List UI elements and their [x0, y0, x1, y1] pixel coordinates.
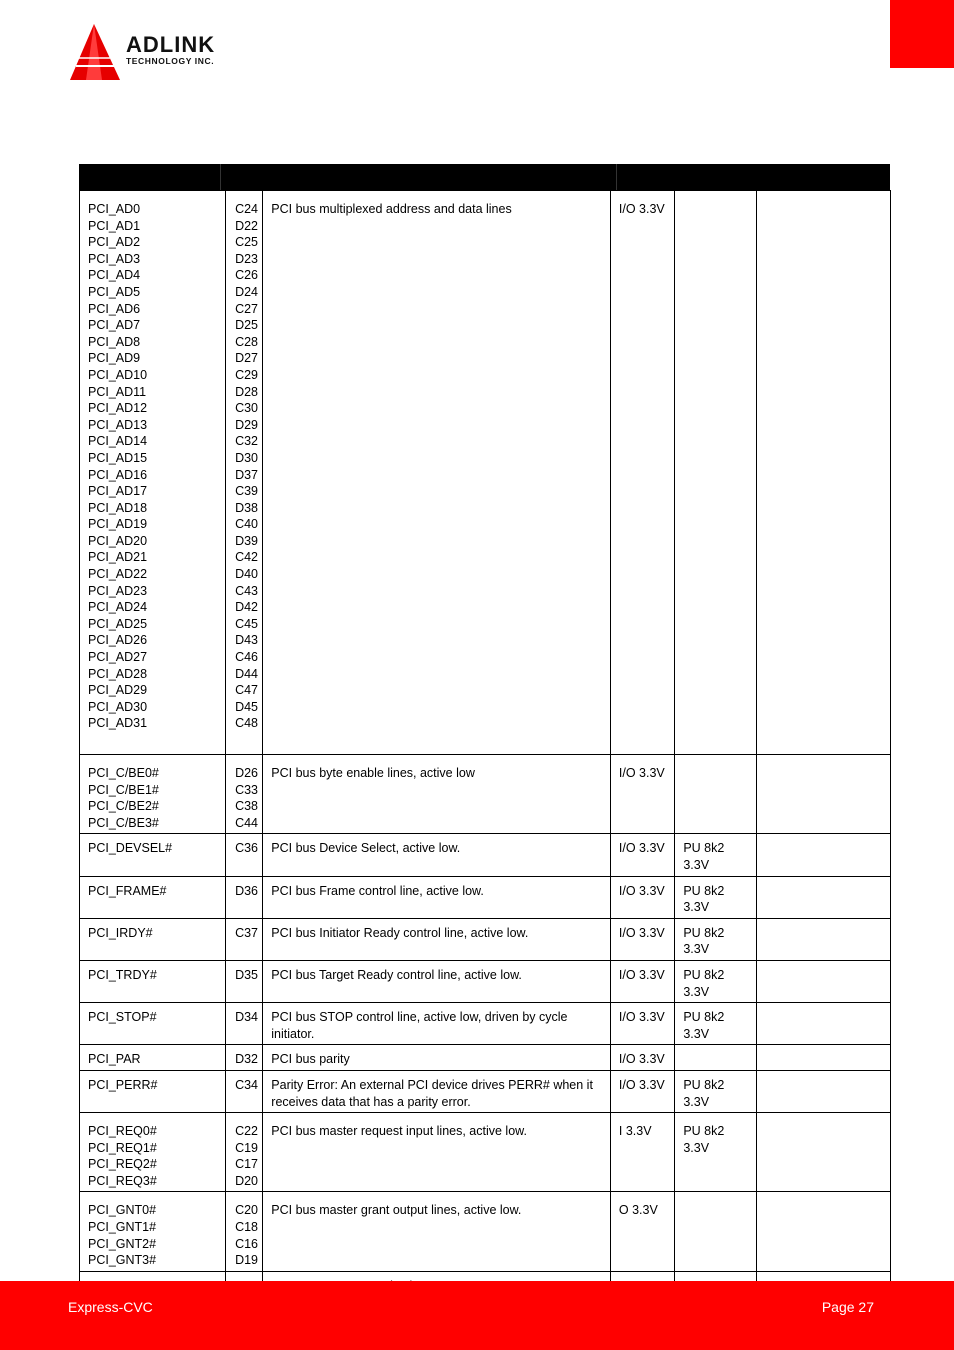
signal-name-cell-line: PCI_TRDY#: [88, 967, 157, 982]
signal-name-cell-line: PCI_GNT3#: [88, 1253, 157, 1268]
pin-number-cell-line: C26: [235, 268, 259, 283]
signal-name-cell: [80, 960, 226, 1002]
pin-number-cell-line: C17: [235, 1157, 259, 1172]
description-cell: PCI bus master grant output lines, active low.: [263, 1192, 611, 1271]
description-cell: PCI bus master request input lines, active low.: [263, 1113, 611, 1192]
signal-name-cell-line: PCI_AD26: [88, 633, 148, 648]
comment-cell: [756, 918, 890, 960]
pin-number-cell-line: C40: [235, 517, 259, 532]
pin-number-cell-line: C32: [235, 434, 259, 449]
signal-name-cell-line: PCI_REQ3#: [88, 1173, 157, 1188]
comment-cell: [756, 1113, 890, 1192]
table-row: [80, 1045, 891, 1071]
table-row: [80, 1113, 891, 1192]
pin-number-cell: [226, 1070, 263, 1112]
pin-number-cell-line: D20: [235, 1173, 259, 1188]
pin-number-cell-line: D35: [235, 967, 259, 982]
description-cell: PCI bus Frame control line, active low.: [263, 876, 611, 918]
pin-number-cell-line: C45: [235, 616, 259, 631]
pull-up-cell: PU 8k2 3.3V: [675, 1113, 757, 1192]
pin-number-cell-line: C25: [235, 235, 259, 250]
table-row: [80, 960, 891, 1002]
signal-name-cell-line: PCI_AD16: [88, 467, 148, 482]
pin-number-cell-line: C30: [235, 401, 259, 416]
header-cell: [221, 164, 617, 190]
pin-number-cell-line: C47: [235, 683, 259, 698]
signal-name-cell-line: PCI_AD31: [88, 716, 148, 731]
pin-number-cell-line: D28: [235, 384, 259, 399]
comment-cell: [756, 960, 890, 1002]
pin-number-cell-line: C24: [235, 202, 259, 216]
signal-name-cell-line: PCI_AD4: [88, 268, 141, 283]
signal-name-cell: [80, 1045, 226, 1071]
signal-name-cell-line: PCI_C/BE2#: [88, 799, 159, 814]
description-cell: PCI bus byte enable lines, active low: [263, 755, 611, 834]
pin-number-cell-line: D24: [235, 284, 259, 299]
signal-name-cell-line: PCI_AD14: [88, 434, 148, 449]
pin-number-cell-line: C18: [235, 1220, 259, 1235]
signal-name-cell-line: PCI_REQ2#: [88, 1157, 157, 1172]
signal-name-cell-line: PCI_PERR#: [88, 1077, 158, 1092]
signal-name-cell-line: PCI_GNT2#: [88, 1236, 157, 1251]
footer-page-number: Page 27: [821, 1299, 874, 1315]
pin-number-cell-line: C16: [235, 1236, 259, 1251]
io-type-cell: I/O 3.3V: [610, 960, 674, 1002]
signal-name-cell-line: PCI_AD30: [88, 699, 148, 714]
pull-up-cell: PU 8k2 3.3V: [675, 960, 757, 1002]
pin-number-cell: [226, 191, 263, 755]
signal-name-cell: [80, 876, 226, 918]
pin-number-cell-line: D43: [235, 633, 259, 648]
pin-number-cell-line: C29: [235, 367, 259, 382]
adlink-logo: [66, 22, 256, 82]
pin-number-cell-line: C36: [235, 841, 259, 856]
description-cell: PCI bus STOP control line, active low, driven by cycle initiator.: [263, 1003, 611, 1045]
signal-name-cell-line: PCI_REQ0#: [88, 1124, 157, 1139]
description-cell: PCI bus Device Select, active low.: [263, 834, 611, 876]
pin-number-cell-line: C28: [235, 334, 259, 349]
pin-number-cell-line: D30: [235, 450, 259, 465]
pin-number-cell-line: D36: [235, 883, 259, 898]
pull-up-cell: PU 8k2 3.3V: [675, 918, 757, 960]
comment-cell: [756, 1192, 890, 1271]
description-cell: PCI bus multiplexed address and data lines: [263, 191, 611, 755]
table-row: [80, 191, 891, 755]
table-row: [80, 876, 891, 918]
table-row: [80, 1003, 891, 1045]
signal-name-cell: [80, 1003, 226, 1045]
io-type-cell: I/O 3.3V: [610, 1003, 674, 1045]
signal-name-cell-line: PCI_AD19: [88, 517, 148, 532]
footer-product: Express-CVC: [68, 1299, 153, 1315]
pin-number-cell-line: C46: [235, 650, 259, 665]
signal-name-cell-line: PCI_AD21: [88, 550, 148, 565]
signal-name-cell-line: PCI_C/BE0#: [88, 766, 159, 780]
io-type-cell: I/O 3.3V: [610, 876, 674, 918]
pin-number-cell-line: D27: [235, 351, 259, 366]
signal-name-cell-line: PCI_AD28: [88, 666, 148, 681]
logo-brand-text: ADLINK: [126, 32, 216, 57]
signal-name-cell: [80, 1113, 226, 1192]
pin-number-cell-line: D34: [235, 1010, 259, 1025]
signal-name-cell-line: PCI_C/BE1#: [88, 782, 159, 797]
pin-number-cell-line: C20: [235, 1203, 259, 1218]
pin-number-cell: [226, 755, 263, 834]
pin-number-cell-line: C33: [235, 782, 259, 797]
pin-number-cell: [226, 1192, 263, 1271]
description-cell: Parity Error: An external PCI device drives PERR# when it receives data that has a parity error.: [263, 1070, 611, 1112]
signal-name-cell: [80, 1070, 226, 1112]
signal-name-cell-line: PCI_C/BE3#: [88, 815, 159, 830]
pin-table-body: [80, 191, 891, 1297]
signal-name-cell-line: PCI_AD13: [88, 417, 148, 432]
pin-number-cell-line: D38: [235, 500, 259, 515]
pull-up-cell: [675, 1045, 757, 1071]
pin-number-cell-line: C37: [235, 925, 259, 940]
io-type-cell: I/O 3.3V: [610, 755, 674, 834]
signal-name-cell-line: PCI_STOP#: [88, 1010, 157, 1025]
signal-name-cell-line: PCI_AD17: [88, 484, 148, 499]
logo-mark-icon: [66, 22, 126, 82]
signal-name-cell-line: PCI_AD24: [88, 600, 148, 615]
comment-cell: [756, 191, 890, 755]
pin-number-cell-line: D45: [235, 699, 259, 714]
table-header-bar: [79, 164, 890, 190]
signal-name-cell-line: PCI_AD18: [88, 500, 148, 515]
table-row: [80, 755, 891, 834]
table-row: [80, 834, 891, 876]
pull-up-cell: [675, 1192, 757, 1271]
pull-up-cell: [675, 755, 757, 834]
io-type-cell: I/O 3.3V: [610, 834, 674, 876]
pin-number-cell-line: C42: [235, 550, 259, 565]
pin-number-cell-line: D44: [235, 666, 259, 681]
signal-name-cell-line: PCI_AD27: [88, 650, 148, 665]
signal-name-cell-line: PCI_IRDY#: [88, 925, 153, 940]
pin-number-cell: [226, 876, 263, 918]
signal-name-cell: [80, 834, 226, 876]
pin-number-cell: [226, 834, 263, 876]
signal-name-cell-line: PCI_FRAME#: [88, 883, 167, 898]
signal-name-cell-line: PCI_AD29: [88, 683, 148, 698]
pin-number-cell: [226, 918, 263, 960]
signal-name-cell-line: PCI_AD3: [88, 251, 141, 266]
pin-number-cell-line: D26: [235, 766, 259, 780]
pin-number-cell-line: D25: [235, 318, 259, 333]
signal-name-cell-line: PCI_REQ1#: [88, 1140, 157, 1155]
signal-name-cell: [80, 191, 226, 755]
signal-name-cell-line: PCI_AD1: [88, 218, 141, 233]
pin-number-cell-line: D29: [235, 417, 259, 432]
comment-cell: [756, 1045, 890, 1071]
pin-number-cell-line: D19: [235, 1253, 259, 1268]
pin-number-cell-line: C38: [235, 799, 259, 814]
pin-number-cell: [226, 1045, 263, 1071]
signal-name-cell-line: PCI_AD15: [88, 450, 148, 465]
comment-cell: [756, 834, 890, 876]
pin-number-cell-line: C48: [235, 716, 259, 731]
signal-name-cell-line: PCI_AD23: [88, 583, 148, 598]
pull-up-cell: [675, 191, 757, 755]
signal-name-cell-line: PCI_AD2: [88, 235, 141, 250]
table-row: [80, 1192, 891, 1271]
pin-number-cell-line: D40: [235, 567, 259, 582]
pull-up-cell: PU 8k2 3.3V: [675, 1070, 757, 1112]
pin-table: [79, 190, 891, 1297]
pull-up-cell: PU 8k2 3.3V: [675, 834, 757, 876]
table-row: [80, 1070, 891, 1112]
signal-name-cell: [80, 918, 226, 960]
signal-name-cell-line: PCI_AD25: [88, 616, 148, 631]
pin-number-cell: [226, 1113, 263, 1192]
signal-name-cell-line: PCI_AD0: [88, 202, 141, 216]
pin-number-cell-line: D37: [235, 467, 259, 482]
pin-number-cell-line: D39: [235, 533, 259, 548]
signal-name-cell-line: PCI_AD9: [88, 351, 141, 366]
header-cell: [617, 164, 890, 190]
signal-name-cell: [80, 1192, 226, 1271]
pin-number-cell-line: C27: [235, 301, 259, 316]
pin-number-cell-line: D32: [235, 1052, 259, 1067]
signal-name-cell-line: PCI_AD22: [88, 567, 148, 582]
pin-number-cell-line: D23: [235, 251, 259, 266]
io-type-cell: O 3.3V: [610, 1192, 674, 1271]
pin-number-cell-line: C19: [235, 1140, 259, 1155]
comment-cell: [756, 755, 890, 834]
comment-cell: [756, 1070, 890, 1112]
description-cell: PCI bus Initiator Ready control line, active low.: [263, 918, 611, 960]
description-cell: PCI bus Target Ready control line, active low.: [263, 960, 611, 1002]
pin-number-cell-line: C44: [235, 815, 259, 830]
pin-number-cell-line: C34: [235, 1077, 259, 1092]
pin-number-cell-line: C43: [235, 583, 259, 598]
comment-cell: [756, 1003, 890, 1045]
pin-number-cell: [226, 1003, 263, 1045]
table-row: [80, 918, 891, 960]
io-type-cell: I/O 3.3V: [610, 1070, 674, 1112]
signal-name-cell-line: PCI_PAR: [88, 1052, 141, 1067]
description-cell: PCI bus parity: [263, 1045, 611, 1071]
signal-name-cell-line: PCI_AD12: [88, 401, 148, 416]
signal-name-cell-line: PCI_AD8: [88, 334, 141, 349]
pin-number-cell-line: D42: [235, 600, 259, 615]
header-cell: [79, 164, 221, 190]
pin-number-cell-line: D22: [235, 218, 259, 233]
comment-cell: [756, 876, 890, 918]
pull-up-cell: PU 8k2 3.3V: [675, 876, 757, 918]
io-type-cell: I/O 3.3V: [610, 918, 674, 960]
pull-up-cell: PU 8k2 3.3V: [675, 1003, 757, 1045]
signal-name-cell-line: PCI_AD20: [88, 533, 148, 548]
signal-name-cell-line: PCI_GNT0#: [88, 1203, 157, 1218]
signal-name-cell-line: PCI_AD5: [88, 284, 141, 299]
signal-name-cell-line: PCI_AD6: [88, 301, 141, 316]
pin-number-cell: [226, 960, 263, 1002]
logo-tagline: TECHNOLOGY INC.: [126, 56, 215, 66]
io-type-cell: I/O 3.3V: [610, 191, 674, 755]
signal-name-cell: [80, 755, 226, 834]
pin-number-cell-line: C22: [235, 1124, 259, 1139]
signal-name-cell-line: PCI_AD10: [88, 367, 148, 382]
page-footer: [0, 1281, 954, 1350]
signal-name-cell-line: PCI_DEVSEL#: [88, 841, 173, 856]
signal-name-cell-line: PCI_AD11: [88, 384, 147, 399]
signal-name-cell-line: PCI_GNT1#: [88, 1220, 157, 1235]
io-type-cell: I/O 3.3V: [610, 1045, 674, 1071]
pin-number-cell-line: C39: [235, 484, 259, 499]
corner-tab: [890, 0, 954, 68]
signal-name-cell-line: PCI_AD7: [88, 318, 141, 333]
io-type-cell: I 3.3V: [610, 1113, 674, 1192]
